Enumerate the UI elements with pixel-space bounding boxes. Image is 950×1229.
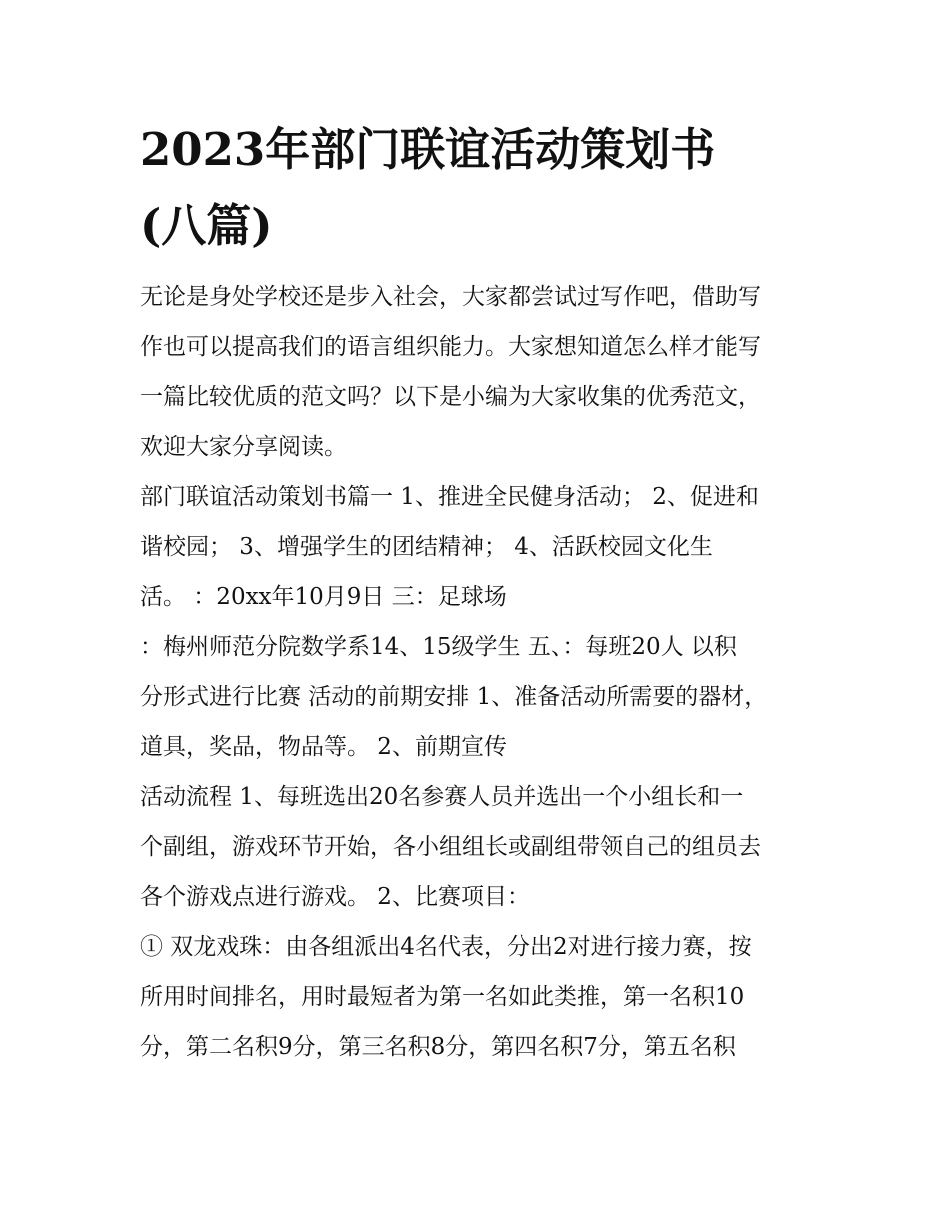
text-line: 活。 ：20xx年10月9日 三：足球场 [140,584,507,610]
participants-paragraph [140,622,820,772]
text-line: 欢迎大家分享阅读。 [140,434,347,460]
document-page [140,112,820,1072]
text-line: 所用时间排名，用时最短者为第一名如此类推，第一名积10 [140,984,745,1010]
intro-paragraph [140,272,820,472]
title-line-2: (八篇) [140,199,273,252]
game-item-paragraph [140,922,820,1072]
text-line: 分形式进行比赛 活动的前期安排 1、准备活动所需要的器材， [140,684,768,710]
text-line: 道具，奖品，物品等。 2、前期宣传 [140,734,507,760]
text-line: ① 双龙戏珠：由各组派出4名代表，分出2对进行接力赛，按 [140,934,752,960]
text-line: 作也可以提高我们的语言组织能力。大家想知道怎么样才能写 [140,334,761,360]
text-line: 活动流程 1、每班选出20名参赛人员并选出一个小组长和一 [140,784,744,810]
text-line: 各个游戏点进行游戏。 2、比赛项目： [140,884,530,910]
text-line: 无论是身处学校还是步入社会，大家都尝试过写作吧，借助写 [140,284,761,310]
activity-flow-paragraph [140,772,820,922]
text-line: 部门联谊活动策划书篇一 1、推进全民健身活动； 2、促进和 [140,484,759,510]
text-line: 一篇比较优质的范文吗？以下是小编为大家收集的优秀范文， [140,384,761,410]
document-title [140,112,820,264]
text-line: 个副组，游戏环节开始，各小组组长或副组带领自己的组员去 [140,834,761,860]
text-line: 分，第二名积9分，第三名积8分，第四名积7分，第五名积 [140,1034,736,1060]
text-line: ：梅州师范分院数学系14、15级学生 五、：每班20人 以积 [140,634,737,660]
activity-purpose-paragraph [140,472,820,622]
title-line-1: 2023年部门联谊活动策划书 [140,123,716,176]
text-line: 谐校园； 3、增强学生的团结精神； 4、活跃校园文化生 [140,534,713,560]
